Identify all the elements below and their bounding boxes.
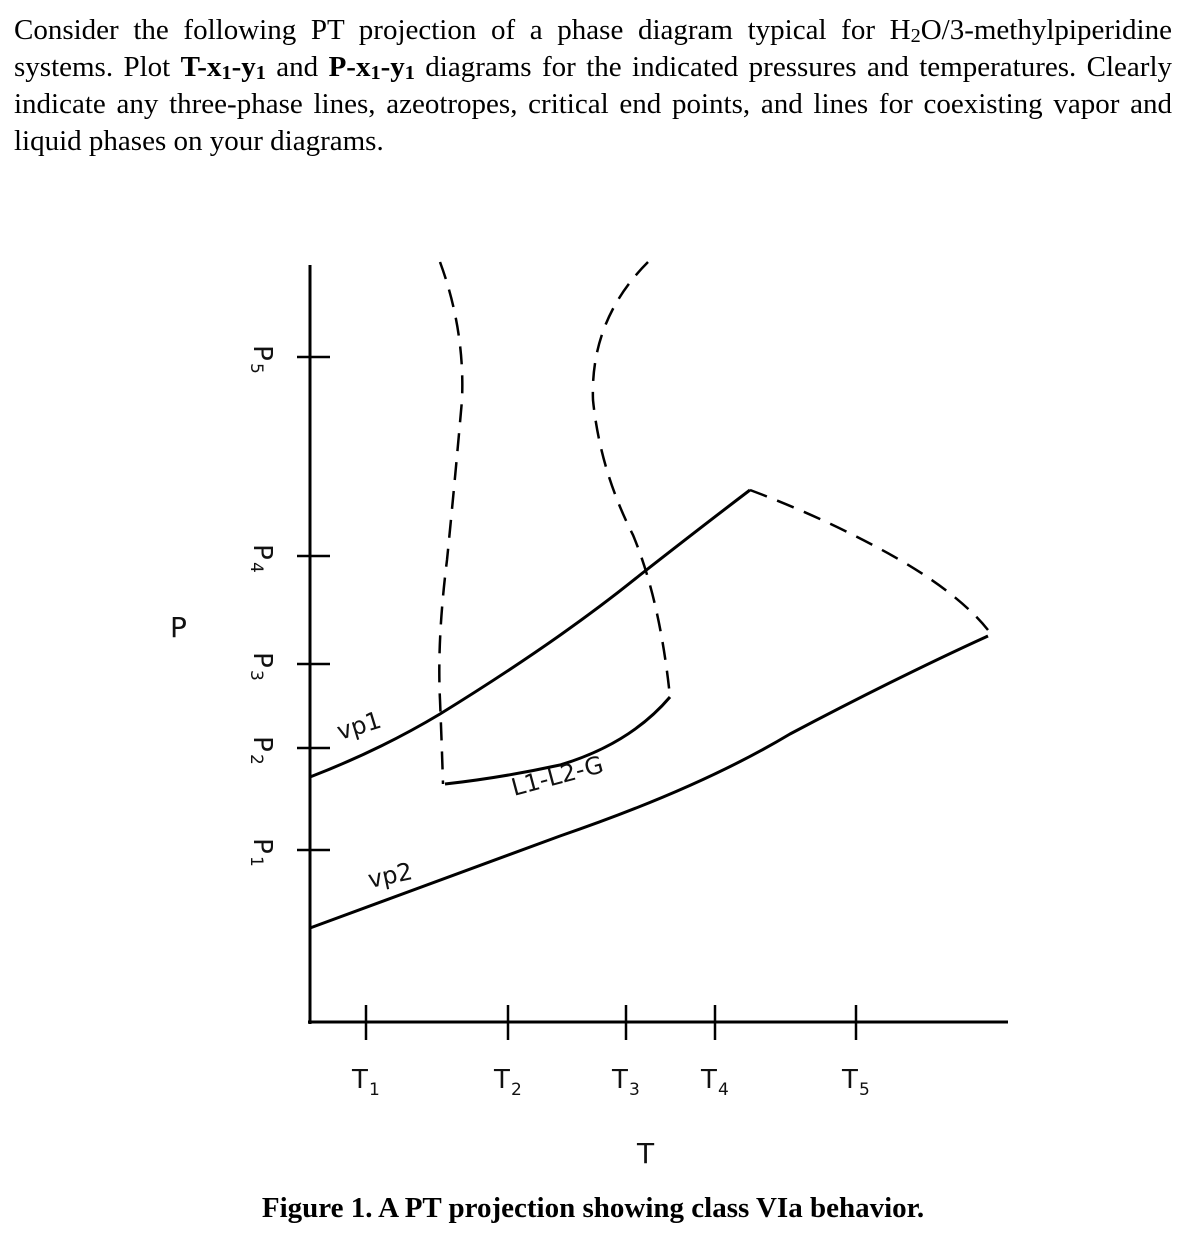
tick-label-p2-sub: 2 — [246, 754, 266, 765]
question-segment: P-x — [328, 51, 371, 83]
tick-label-p1-sub: 1 — [246, 856, 266, 867]
x-axis-label: T — [637, 1137, 655, 1170]
tick-label-t1-sub: 1 — [369, 1080, 380, 1100]
question-segment: -y — [231, 51, 256, 83]
three-phase-label: L1-L2-G — [508, 750, 607, 802]
question-segment: 1 — [221, 62, 232, 85]
tick-label-t3: T — [612, 1065, 628, 1095]
tick-label-t2-sub: 2 — [511, 1080, 522, 1100]
question-segment: -y — [380, 51, 405, 83]
tick-label-p3-sub: 3 — [246, 670, 266, 681]
tick-label-t2: T — [494, 1065, 510, 1095]
question-segment: and — [265, 51, 329, 83]
tick-label-p4-sub: 4 — [246, 562, 266, 573]
tick-label-t4-sub: 4 — [718, 1080, 729, 1100]
question-segment: T-x — [180, 51, 222, 83]
tick-label-t5-sub: 5 — [859, 1080, 870, 1100]
temperature-tick-labels — [351, 1065, 870, 1100]
question-segment: 2 — [910, 25, 921, 48]
tick-label-t1: T — [352, 1065, 368, 1095]
tick-label-t5: T — [842, 1065, 858, 1095]
tick-label-p5: P — [247, 345, 277, 361]
question-segment: O/3-methylpiperidine systems. Plot — [14, 14, 1172, 83]
tick-label-p4: P — [247, 544, 277, 560]
y-axis-label: P — [170, 611, 187, 644]
tick-label-p5-sub: 5 — [246, 363, 266, 374]
figure-caption: Figure 1. A PT projection showing class VIa behavior. — [261, 1192, 925, 1224]
tick-label-p2: P — [247, 736, 277, 752]
question-segment: diagrams for the indicated pressures and temperatures. Clearly indicate any three-phase lines, azeotropes, critical end points, and lines for coexisting vapor and liquid phases on your diagrams. — [14, 51, 1173, 157]
pressure-tick-labels — [246, 345, 277, 867]
vp2-label: vp2 — [365, 857, 415, 894]
vp1-label: vp1 — [333, 705, 385, 746]
tick-label-t3-sub: 3 — [629, 1080, 640, 1100]
question-segment: 1 — [255, 62, 266, 85]
question-segment: 1 — [370, 62, 381, 85]
tick-label-t4: T — [701, 1065, 717, 1095]
critical-line-dashed — [750, 490, 988, 630]
right-critical-curve-dashed — [593, 262, 670, 697]
question-segment: 1 — [404, 62, 415, 85]
question-segment: Consider the following PT projection of a phase diagram typical for H — [14, 14, 911, 46]
tick-label-p1: P — [247, 838, 277, 854]
tick-label-p3: P — [247, 652, 277, 668]
